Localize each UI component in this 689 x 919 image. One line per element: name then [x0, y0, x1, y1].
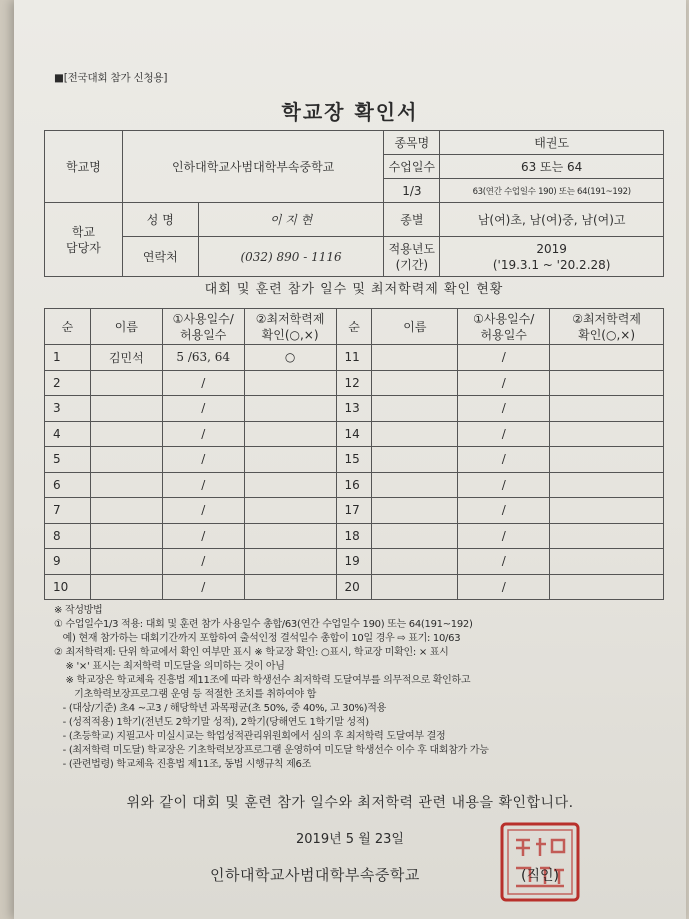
row-min — [244, 421, 336, 447]
row-name-right — [372, 345, 458, 371]
row-no: 3 — [45, 396, 91, 422]
table-row — [45, 472, 664, 498]
note-line: 기초학력보장프로그램 운영 등 적절한 조치를 취하여야 함 — [54, 689, 317, 700]
header-min-line-1: ②최저학력제 — [255, 311, 325, 326]
note-line: ① 수업일수1/3 적용: 대회 및 훈련 참가 사용일수 총합/63(연간 수업일수 190) 또는 64(191~192) — [54, 619, 473, 630]
header-name: 이름 — [90, 309, 162, 345]
row-days: / — [162, 472, 244, 498]
days-label-1: 수업일수 — [384, 155, 440, 179]
row-no-right: 13 — [336, 396, 372, 422]
row-min — [244, 549, 336, 575]
year-label-line-1: 적용년도 — [388, 241, 436, 256]
row-days-right: / — [458, 345, 550, 371]
table-row — [45, 345, 664, 371]
signature-date: 2019년 5 월 23일 — [296, 832, 404, 847]
row-name — [90, 574, 162, 600]
header-days — [162, 309, 244, 345]
row-days: / — [162, 421, 244, 447]
row-no-right: 17 — [336, 498, 372, 524]
section-title: 대회 및 훈련 참가 일수 및 최저학력제 확인 현황 — [204, 282, 504, 297]
row-days-right: / — [458, 472, 550, 498]
note-line: ※ 작성방법 — [54, 605, 103, 616]
row-days: / — [162, 498, 244, 524]
row-min — [244, 523, 336, 549]
row-days-right: / — [458, 498, 550, 524]
row-days-right: / — [458, 549, 550, 575]
row-name-right — [372, 396, 458, 422]
header-min-right-line-2: 확인(○,×) — [578, 327, 635, 342]
row-min — [244, 447, 336, 473]
note-line: 예) 현재 참가하는 대회기간까지 포함하여 출석인정 결석일수 총합이 10일 경우 ⇨ 표기: 10/63 — [54, 633, 461, 644]
row-name — [90, 523, 162, 549]
days-label-2: 1/3 — [384, 179, 440, 203]
days-value-2: 63(연간 수업일수 190) 또는 64(191~192) — [440, 179, 664, 203]
row-no: 9 — [45, 549, 91, 575]
table-row — [45, 447, 664, 473]
row-no-right: 16 — [336, 472, 372, 498]
form-type-tag: ■[전국대회 참가 신청용] — [54, 72, 168, 84]
note-line: - (관련법령) 학교체육 진흥법 제11조, 동법 시행규칙 제6조 — [54, 759, 311, 770]
row-name — [90, 396, 162, 422]
header-no-right: 순 — [336, 309, 372, 345]
row-no-right: 15 — [336, 447, 372, 473]
table-row — [45, 549, 664, 575]
row-min-right — [550, 472, 664, 498]
row-min — [244, 396, 336, 422]
row-no: 1 — [45, 345, 91, 371]
document-title: 학교장 확인서 — [281, 100, 419, 124]
header-min — [244, 309, 336, 345]
header-min-line-2: 확인(○,×) — [261, 327, 319, 342]
year-value — [440, 237, 664, 277]
year-label-line-2: (기간) — [395, 257, 429, 272]
row-name-right — [372, 523, 458, 549]
attendance-table — [44, 308, 664, 600]
row-min — [244, 370, 336, 396]
row-no: 7 — [45, 498, 91, 524]
row-no-right: 20 — [336, 574, 372, 600]
row-min-right — [550, 421, 664, 447]
year-value-line-2: ('19.3.1 ~ '20.2.28) — [492, 257, 611, 272]
row-no: 6 — [45, 472, 91, 498]
table-row — [45, 574, 664, 600]
row-days-right: / — [458, 396, 550, 422]
row-days: / — [162, 370, 244, 396]
year-value-line-1: 2019 — [536, 241, 567, 256]
row-days: / — [162, 574, 244, 600]
row-name-right — [372, 574, 458, 600]
header-name-right: 이름 — [372, 309, 458, 345]
header-days-right-line-1: ①사용일수/ — [473, 311, 535, 326]
row-no-right: 12 — [336, 370, 372, 396]
row-days: / — [162, 523, 244, 549]
row-min — [244, 472, 336, 498]
row-name-right — [372, 472, 458, 498]
row-name — [90, 549, 162, 575]
row-min-right — [550, 549, 664, 575]
school-label: 학교명 — [45, 131, 123, 203]
row-min-right — [550, 396, 664, 422]
row-no-right: 19 — [336, 549, 372, 575]
row-name: 김민석 — [90, 345, 162, 371]
row-min-right — [550, 370, 664, 396]
row-min-right — [550, 523, 664, 549]
document-page — [14, 0, 686, 919]
staff-label — [45, 203, 123, 277]
division-value: 남(여)초, 남(여)중, 남(여)고 — [440, 203, 664, 237]
division-label: 종별 — [384, 203, 440, 237]
sport-value: 태권도 — [440, 131, 664, 155]
note-line: - (성적적용) 1학기(전년도 2학기말 성적), 2학기(당해연도 1학기말 성적) — [54, 717, 369, 728]
row-min-right — [550, 345, 664, 371]
info-table — [44, 130, 664, 277]
row-no-right: 11 — [336, 345, 372, 371]
row-days-right: / — [458, 447, 550, 473]
note-line: ② 최저학력제: 단위 학교에서 확인 여부만 표시 ※ 학교장 확인: ○표시, 학교장 미확인: × 표시 — [54, 647, 449, 658]
row-min-right — [550, 447, 664, 473]
row-no: 10 — [45, 574, 91, 600]
row-name-right — [372, 498, 458, 524]
row-days: 5 /63, 64 — [162, 345, 244, 371]
row-name-right — [372, 549, 458, 575]
signing-school-name: 인하대학교사범대학부속중학교 — [210, 866, 420, 884]
school-name: 인하대학교사범대학부속중학교 — [122, 131, 384, 203]
row-name — [90, 472, 162, 498]
row-days-right: / — [458, 370, 550, 396]
row-days: / — [162, 447, 244, 473]
table-row — [45, 396, 664, 422]
note-line: ※ '×' 표시는 최저학력 미도달을 의미하는 것이 아님 — [54, 661, 285, 672]
header-min-right — [550, 309, 664, 345]
instructions-notes — [54, 604, 664, 772]
sport-label: 종목명 — [384, 131, 440, 155]
staff-label-line-1: 학교 — [71, 224, 96, 239]
row-name — [90, 498, 162, 524]
days-value-1: 63 또는 64 — [440, 155, 664, 179]
seal-label: (직인) — [521, 868, 559, 884]
row-days-right: / — [458, 523, 550, 549]
year-label — [384, 237, 440, 277]
row-no: 5 — [45, 447, 91, 473]
header-no: 순 — [45, 309, 91, 345]
row-min — [244, 574, 336, 600]
note-line: - (초등학교) 지필고사 미실시교는 학업성적관리위원회에서 심의 후 최저학력 도달여부 결정 — [54, 731, 446, 742]
table-row — [45, 421, 664, 447]
name-value: 이 지 현 — [198, 203, 384, 237]
row-min — [244, 498, 336, 524]
row-no: 4 — [45, 421, 91, 447]
row-name-right — [372, 370, 458, 396]
row-name — [90, 370, 162, 396]
table-row — [45, 523, 664, 549]
staff-label-line-2: 담당자 — [66, 240, 101, 255]
confirmation-statement: 위와 같이 대회 및 훈련 참가 일수와 최저학력 관련 내용을 확인합니다. — [126, 795, 574, 811]
note-line: ※ 학교장은 학교체육 진흥법 제11조에 따라 학생선수 최저학력 도달여부를 의무적으로 확인하고 — [54, 675, 471, 686]
contact-value: (032) 890 - 1116 — [198, 237, 384, 277]
row-no-right: 18 — [336, 523, 372, 549]
header-days-right — [458, 309, 550, 345]
row-days-right: / — [458, 421, 550, 447]
row-min-right — [550, 498, 664, 524]
row-min-right — [550, 574, 664, 600]
row-name — [90, 447, 162, 473]
header-days-line-1: ①사용일수/ — [172, 311, 234, 326]
contact-label: 연락처 — [122, 237, 198, 277]
official-seal-stamp — [496, 818, 584, 906]
note-line: - (최저학력 미도달) 학교장은 기초학력보장프로그램 운영하여 미도달 학생선수 이수 후 대회참가 가능 — [54, 745, 489, 756]
table-row — [45, 498, 664, 524]
header-days-line-2: 허용일수 — [180, 327, 227, 342]
table-row — [45, 370, 664, 396]
row-name — [90, 421, 162, 447]
name-label: 성 명 — [122, 203, 198, 237]
row-min: ○ — [244, 345, 336, 371]
row-no-right: 14 — [336, 421, 372, 447]
header-days-right-line-2: 허용일수 — [480, 327, 527, 342]
row-days: / — [162, 549, 244, 575]
header-min-right-line-1: ②최저학력제 — [572, 311, 641, 326]
row-name-right — [372, 447, 458, 473]
row-no: 2 — [45, 370, 91, 396]
row-name-right — [372, 421, 458, 447]
note-line: - (대상/기준) 초4 ~고3 / 해당학년 과목평균(초 50%, 중 40%, 고 30%)적용 — [54, 703, 386, 714]
row-days: / — [162, 396, 244, 422]
row-no: 8 — [45, 523, 91, 549]
row-days-right: / — [458, 574, 550, 600]
